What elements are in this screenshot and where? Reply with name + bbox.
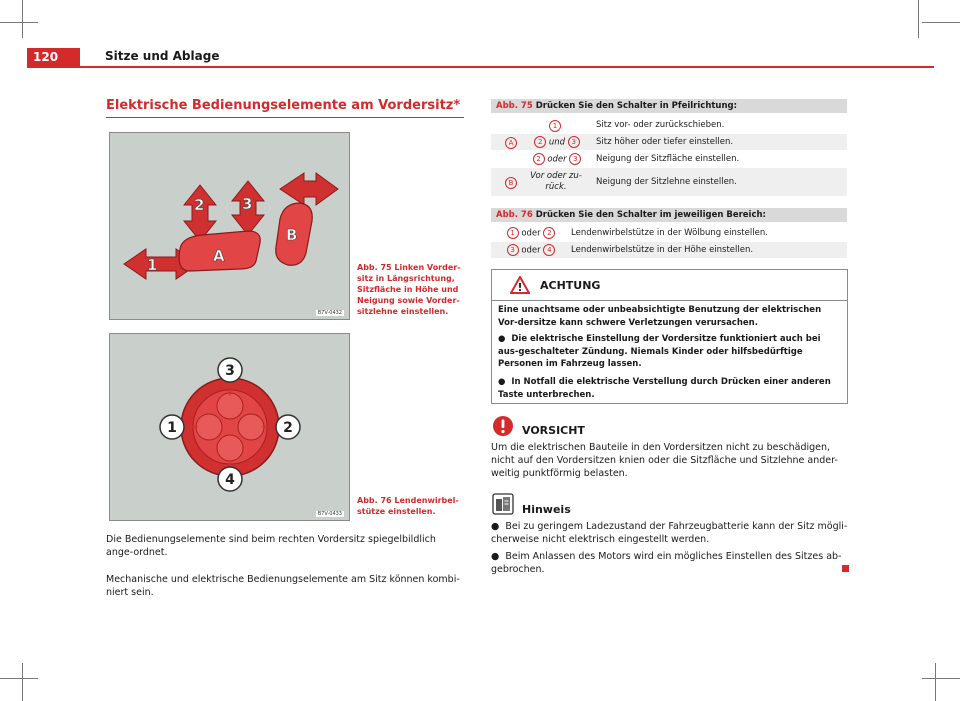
lumbar-support-illustration (110, 334, 349, 520)
ref-circle: 3 (507, 244, 519, 256)
page-header-title: Sitze und Ablage (105, 49, 220, 63)
caution-exclamation-icon (492, 415, 514, 437)
bullet-dot: ● (498, 377, 506, 387)
bullet-dot: ● (498, 334, 506, 344)
figure-code: B7V-0432 (317, 310, 342, 316)
fig1-label-3: 3 (242, 195, 253, 213)
ref-circle: 2 (533, 153, 545, 165)
table-cell-keys: Vor oder zu-rück. (530, 171, 582, 192)
figure-seat-controls (109, 132, 350, 320)
crop-mark (0, 678, 38, 679)
fig2-label-1: 1 (167, 420, 177, 436)
caution-title: VORSICHT (522, 424, 585, 437)
crop-mark (22, 663, 23, 701)
table-cell-join: oder (521, 228, 541, 239)
svg-text:!: ! (517, 281, 523, 294)
table-cell-desc: Lendenwirbelstütze in der Höhe einstellen. (571, 245, 754, 255)
crop-mark (935, 663, 936, 701)
body-paragraph: Die Bedienungselemente sind beim rechten Vordersitz spiegelbildlich ange-ordnet. (106, 534, 436, 558)
section-rule (106, 117, 464, 118)
fig2-label-4: 4 (225, 472, 235, 488)
section-end-marker (842, 565, 849, 572)
crop-mark (0, 22, 38, 23)
warning-title: ACHTUNG (540, 279, 601, 292)
hint-title: Hinweis (522, 503, 571, 516)
crop-mark (918, 0, 919, 38)
header-rule (27, 66, 934, 68)
group-circle-b: B (505, 177, 517, 189)
table-75-header (491, 99, 847, 113)
bullet-dot: ● (491, 521, 500, 532)
warning-box (491, 269, 848, 404)
warning-bullet (498, 376, 840, 401)
ref-circle: 2 (543, 227, 555, 239)
ref-circle: 3 (569, 153, 581, 165)
hint-bullet-text: Bei zu geringem Ladezustand der Fahrzeugbatterie kann der Sitz mögli-cherweise nicht elektrisch eingestellt werden. (491, 521, 848, 545)
table-header-number: Abb. 75 (496, 101, 533, 111)
crop-mark (22, 0, 23, 38)
figure-code: B7V-0433 (317, 511, 342, 517)
group-circle-a: A (505, 137, 517, 149)
table-row (491, 242, 847, 258)
table-cell-join: oder (547, 154, 567, 165)
ref-circle: 3 (568, 136, 580, 148)
figure-caption-75: Abb. 75 Linken Vorder-sitz in Längsrichtung, Sitzfläche in Höhe und Neigung sowie Vorder-sitzlehne einstellen. (357, 263, 461, 316)
table-row (491, 134, 847, 150)
table-row (491, 168, 847, 196)
bullet-dot: ● (491, 551, 500, 562)
section-title: Elektrische Bedienungselemente am Vordersitz* (106, 98, 461, 113)
table-cell-keys (499, 227, 563, 239)
ref-circle: 1 (507, 227, 519, 239)
figure-caption-76: Abb. 76 Lendenwirbel-stütze einstellen. (357, 496, 459, 516)
fig1-label-b: B (286, 226, 298, 244)
fig1-label-2: 2 (194, 196, 205, 214)
seat-controls-illustration (110, 133, 349, 319)
hint-bullet (491, 550, 848, 576)
table-row (491, 225, 847, 241)
warning-bullet (498, 333, 840, 371)
table-header-text: Drücken Sie den Schalter in Pfeilrichtung: (535, 101, 738, 111)
warning-bullet-text: Die elektrische Einstellung der Vordersitze funktioniert auch bei aus-geschalteter Zündung. Niemals Kinder oder hilfsbedürftige Personen im Fahrzeug lassen. (498, 334, 821, 369)
warning-bullet-text: In Notfall die elektrische Verstellung durch Drücken einer anderen Taste unterbrechen. (498, 377, 831, 400)
hint-bullet-text: Beim Anlassen des Motors wird ein mögliches Einstellen des Sitzes ab-gebrochen. (491, 551, 842, 575)
body-paragraph: Mechanische und elektrische Bedienungselemente am Sitz können kombi-niert sein. (106, 574, 460, 598)
table-row (491, 117, 847, 133)
warning-triangle-icon (510, 276, 530, 294)
warning-text: Eine unachtsame oder unbeabsichtigte Benutzung der elektrischen Vor-dersitze kann schwere Verletzungen verursachen. (498, 305, 822, 328)
page-number: 120 (27, 48, 80, 66)
table-cell-desc: Neigung der Sitzfläche einstellen. (596, 154, 740, 164)
fig1-label-1: 1 (147, 256, 158, 274)
hint-note-icon (492, 493, 514, 515)
table-cell-keys (499, 244, 563, 256)
table-row (491, 151, 847, 167)
warning-header (492, 270, 847, 301)
table-cell-keys (527, 136, 587, 148)
figure-lumbar-support (109, 333, 350, 521)
table-76-header (491, 208, 847, 222)
fig1-label-a: A (213, 247, 225, 265)
table-cell-keys (527, 153, 587, 165)
ref-circle: 2 (534, 136, 546, 148)
ref-circle: 1 (549, 120, 561, 132)
table-cell-desc: Sitz höher oder tiefer einstellen. (596, 137, 734, 147)
fig2-label-3: 3 (225, 363, 235, 379)
fig2-label-2: 2 (283, 420, 293, 436)
table-cell-desc: Sitz vor- oder zurückschieben. (596, 120, 725, 130)
crop-mark (922, 22, 960, 23)
table-cell-desc: Neigung der Sitzlehne einstellen. (596, 177, 737, 187)
caution-text: Um die elektrischen Bauteile in den Vordersitzen nicht zu beschädigen, nicht auf den Vordersitzen knien oder die Sitzfläche und Sitzlehne ander-weitig punktförmig belasten. (491, 442, 838, 479)
crop-mark (922, 678, 960, 679)
table-header-text: Drücken Sie den Schalter im jeweiligen Bereich: (535, 210, 766, 220)
table-cell-join: oder (521, 245, 541, 256)
table-cell-desc: Lendenwirbelstütze in der Wölbung einstellen. (571, 228, 768, 238)
table-header-number: Abb. 76 (496, 210, 533, 220)
hint-bullet (491, 520, 848, 546)
table-cell-join: und (548, 137, 566, 148)
ref-circle: 4 (543, 244, 555, 256)
